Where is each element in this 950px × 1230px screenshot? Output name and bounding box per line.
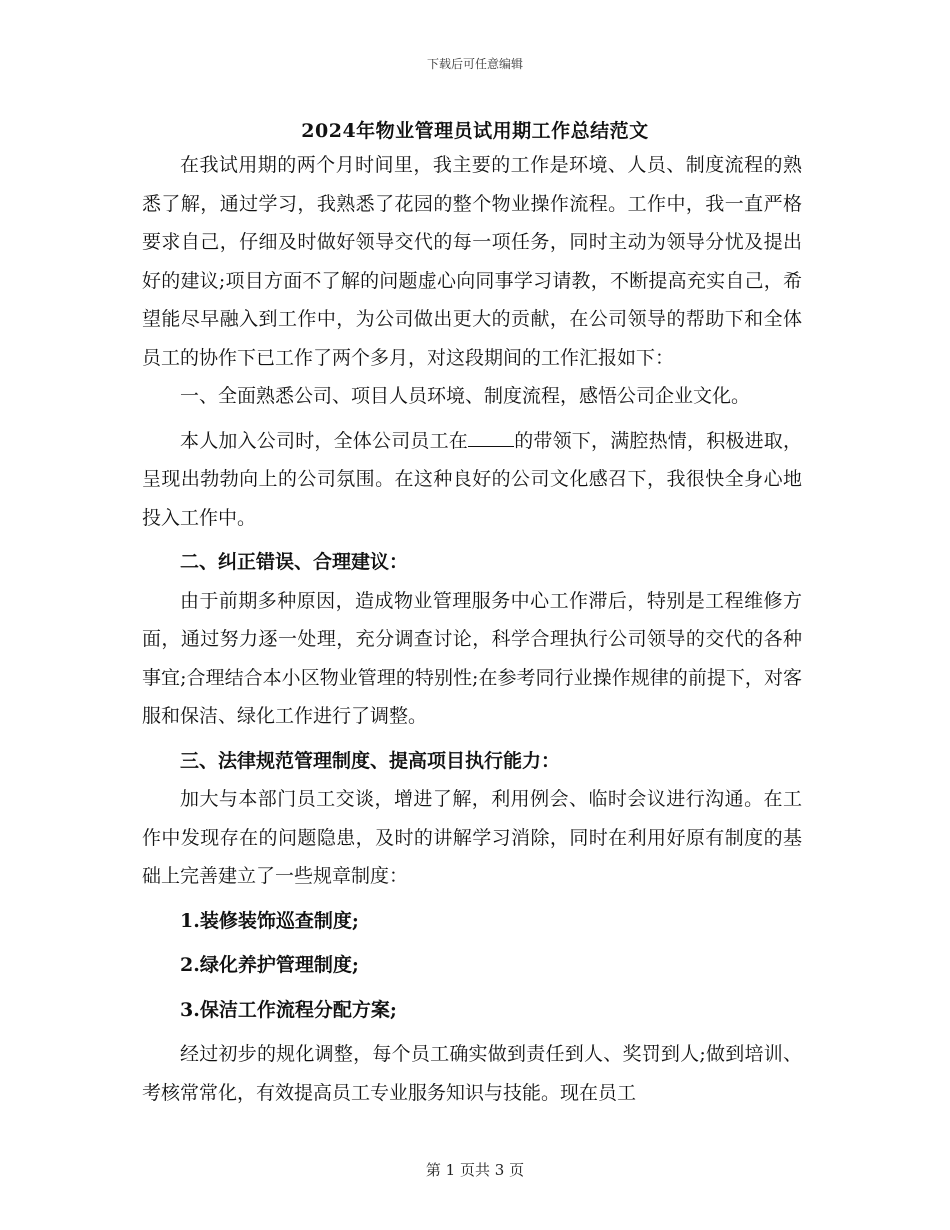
paragraph-communication: 加大与本部门员工交谈，增进了解，利用例会、临时会议进行沟通。在工作中发现存在的问题隐患，及时的讲解学习消除，同时在利用好原有制度的基础上完善建立了一些规章制度： <box>142 788 802 887</box>
paragraph-company-culture <box>142 422 802 538</box>
header-note: 下载后可任意编辑 <box>426 57 523 71</box>
paragraph-intro: 在我试用期的两个月时间里，我主要的工作是环境、人员、制度流程的熟悉了解，通过学习，我熟悉了花园的整个物业操作流程。工作中，我一直严格要求自己，仔细及时做好领导交代的每一项任务，同时主动为领导分忧及提出好的建议;项目方面不了解的问题虚心向同事学习请教，不断提高充实自己，希望能尽早融入到工作中，为公司做出更大的贡献，在公司领导的帮助下和全体员工的协作下已工作了两个多月，对这段期间的工作汇报如下： <box>142 154 802 369</box>
paragraph-text-after-blank: 的带领下，满腔热情，积极进取，呈现出勃勃向上的公司氛围。在这种良好的公司文化感召下，我很快全身心地投入工作中。 <box>142 429 802 529</box>
blank-underline <box>468 428 514 447</box>
list-item-1: 1.装修装饰巡查制度; <box>180 909 359 932</box>
page-footer: 第 1 页共 3 页 <box>425 1161 525 1179</box>
paragraph-corrections: 由于前期多种原因，造成物业管理服务中心工作滞后，特别是工程维修方面，通过努力逐一处理，充分调查讨论，科学合理执行公司领导的交代的各种事宜;合理结合本小区物业管理的特别性;在参考同行业操作规律的前提下，对客服和保洁、绿化工作进行了调整。 <box>142 589 802 727</box>
paragraph-results: 经过初步的规化调整，每个员工确实做到责任到人、奖罚到人;做到培训、考核常常化，有效提高员工专业服务知识与技能。现在员工 <box>142 1043 802 1104</box>
section-heading-two: 二、纠正错误、合理建议： <box>180 551 409 573</box>
list-item-3: 3.保洁工作流程分配方案; <box>180 998 397 1021</box>
paragraph-section-one: 一、全面熟悉公司、项目人员环境、制度流程，感悟公司企业文化。 <box>180 385 751 407</box>
paragraph-text-before-blank: 本人加入公司时，全体公司员工在 <box>180 429 468 452</box>
document-title: 2024年物业管理员试用期工作总结范文 <box>301 120 649 142</box>
document-body <box>142 146 802 1112</box>
list-item-2: 2.绿化养护管理制度; <box>180 954 359 976</box>
section-heading-three: 三、法律规范管理制度、提高项目执行能力： <box>180 749 561 772</box>
